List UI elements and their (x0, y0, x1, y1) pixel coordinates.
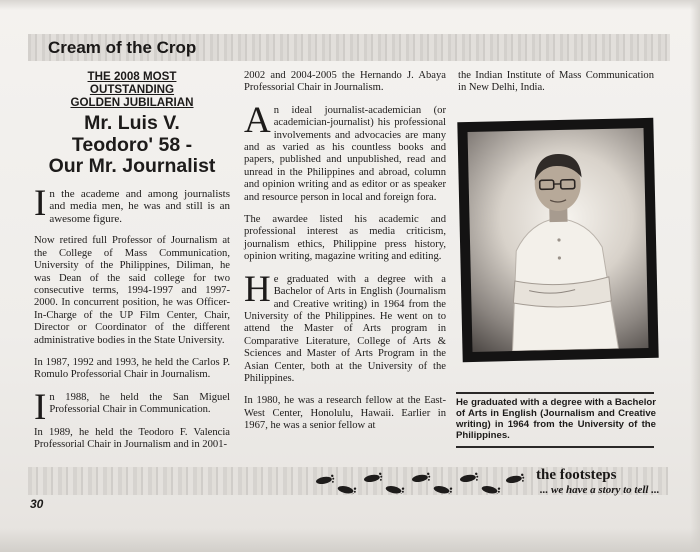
article-kicker (34, 70, 230, 109)
portrait-illustration (468, 128, 649, 352)
section-label: Cream of the Crop (48, 38, 197, 57)
body-paragraph: In 1980, he was a research fellow at the East-West Center, Honolulu, Hawaii. Earlier in 1967, he was a senior fellow at (244, 395, 446, 432)
photo-caption: He graduated with a degree with a Bachelor of Arts in English (Journalism and Creative writing) in 1964 from the University of the Philippines. (456, 397, 656, 441)
paragraph-text: n ideal journalist-academician (or academician-journalist) his professional involvements and advocacies are many and as varied as his countless books and papers, published and unpublished, read and unread in the Philippines and abroad, column and opinion writing and as editor or as speaker and resource person in local and foreign fora. (244, 104, 446, 203)
lead-text: n the academe and among journalists and media men, he was and still is an awesome figure. (49, 187, 230, 225)
page-edge-shadow (690, 0, 700, 552)
page-edge-shadow (0, 0, 700, 10)
body-paragraph: In 1989, he held the Teodoro F. Valencia Professorial Chair in Journalism and in 2001- (34, 426, 230, 450)
body-paragraph: the Indian Institute of Mass Communication in New Delhi, India. (458, 70, 654, 94)
footprint-icon (363, 472, 383, 483)
paragraph-text: e graduated with a degree with a Bachelor of Arts in English (Journalism and Creative writing) in 1964 from the University of the Philippines. He went on to attend the Master of Arts program in Comparative Literature, College of Arts & Sciences and Master of Arts Program in the Asian Center, both at the University of the Philippines. (244, 273, 446, 384)
body-paragraph: 2002 and 2004-2005 the Hernando J. Abaya Professorial Chair in Journalism. (244, 70, 446, 94)
body-paragraph (244, 268, 446, 386)
drop-cap: A (244, 99, 271, 141)
page-number: 30 (30, 497, 44, 511)
caption-rule (456, 446, 654, 448)
footprint-icon (481, 484, 501, 494)
drop-cap: I (34, 386, 47, 428)
footprints-graphic (312, 470, 528, 494)
caption-rule (456, 392, 654, 394)
article-column-3 (458, 70, 654, 105)
body-paragraph: The awardee listed his academic and professional interest as media criticism, journalism ethics, Philippine press history, opinion writing, magazine writing and editing. (244, 214, 446, 263)
kicker-line: GOLDEN JUBILARIAN (70, 96, 194, 109)
lead-paragraph (34, 182, 230, 226)
footsteps-decoration (312, 470, 528, 494)
body-paragraph: Now retired full Professor of Journalism at the College of Mass Communication, University of the Philippines, Diliman, he was Dean of the said college for two consecutive terms, 1994-1997 and 1997-2000. In concurrent position, he was Officer-In-Charge of the UP Film Center, Chair, Director or Coordinator of the different administrative bodies in the State University. (34, 235, 230, 346)
article-title (34, 113, 230, 178)
page-edge-shadow (0, 528, 700, 552)
kicker-line: THE 2008 MOST (87, 70, 177, 83)
footprint-icon (505, 473, 525, 484)
article-column-1 (34, 70, 230, 461)
footprint-icon (433, 484, 453, 494)
kicker-line: OUTSTANDING (89, 83, 175, 96)
title-line: Mr. Luis V. (84, 112, 180, 134)
drop-cap: H (244, 268, 271, 310)
body-paragraph: In 1987, 1992 and 1993, he held the Carlos P. Romulo Professorial Chair in Journalism. (34, 356, 230, 381)
drop-cap: I (34, 182, 47, 224)
footprint-icon (385, 484, 405, 494)
footprint-icon (459, 472, 479, 483)
body-paragraph (244, 99, 446, 204)
title-line: Teodoro' 58 - (71, 133, 193, 156)
portrait-photo-frame (457, 118, 658, 362)
paragraph-text: n 1988, he held the San Miguel Professorial Chair in Communication. (49, 391, 230, 416)
footer-subtitle: ... we have a story to tell ... (540, 484, 660, 496)
footprint-icon (411, 472, 431, 483)
footprint-icon (315, 474, 335, 485)
article-column-2 (244, 70, 446, 443)
footer-title: the footsteps (536, 467, 617, 483)
body-paragraph (34, 386, 230, 428)
title-line: Our Mr. Journalist (48, 155, 216, 177)
portrait-photo (468, 128, 649, 352)
footprint-icon (337, 484, 357, 494)
